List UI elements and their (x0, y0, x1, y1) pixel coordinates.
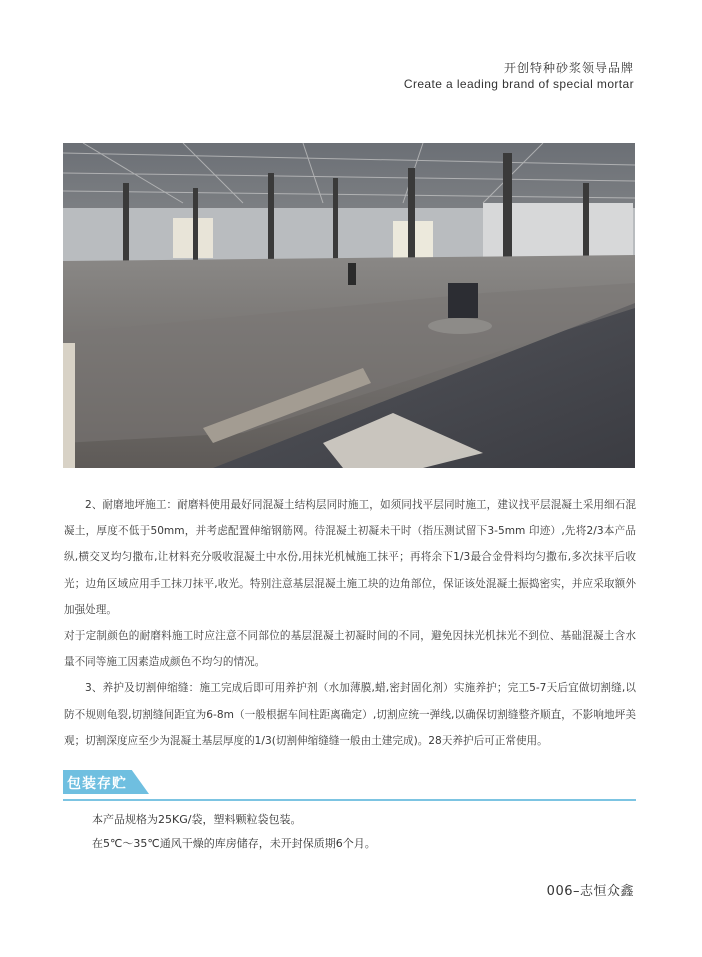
section-divider (63, 799, 636, 801)
packaging-spec: 本产品规格为25KG/袋，塑料颗粒袋包装。 (92, 813, 302, 826)
paragraph-color-note: 对于定制颜色的耐磨料施工时应注意不同部位的基层混凝土初凝时间的不同，避免因抹光机抹光不到位、基础混凝土含水量不同等施工因素造成颜色不均匀的情况。 (64, 630, 636, 669)
construction-instructions (64, 492, 636, 754)
header-slogan-cn: 开创特种砂浆领导品牌 (503, 61, 634, 75)
header-slogan-en: Create a leading brand of special mortar (403, 77, 634, 91)
paragraph-floor-construction: 2、耐磨地坪施工：耐磨料使用最好同混凝土结构层同时施工，如须同找平层同时施工，建议找平层混凝土采用细石混凝土，厚度不低于50mm，并考虑配置伸缩钢筋网。待混凝土初凝未干时（指压测试留下3-5mm 印迹）,先将2/3本产品纵,横交叉均匀撒布,让材料充分吸收混凝土中水份,用抹光机械施工抹平；再将余下1/3最合金骨料均匀撒布,多次抹平后收光；边角区域应用手工抹刀抹平,收光。特别注意基层混凝土施工块的边角部位，保证该处混凝土振捣密实，并应采取额外加强处理。 (64, 499, 636, 616)
packaging-info (92, 808, 376, 856)
page-footer: 006–志恒众鑫 (546, 884, 634, 899)
construction-site-photo (63, 143, 635, 468)
section-header (63, 770, 636, 802)
section-title: 包装存贮 (67, 776, 127, 792)
storage-info: 在5℃～35℃通风干燥的库房储存，未开封保质期6个月。 (92, 837, 376, 850)
paragraph-curing-joints: 3、养护及切割伸缩缝：施工完成后即可用养护剂（水加薄膜,蜡,密封固化剂）实施养护；完工5-7天后宜做切割缝,以防不规则龟裂,切割缝间距宜为6-8m（一般根据车间柱距离确定）,切割应统一弹线,以确保切割缝整齐顺直，不影响地坪美观；切割深度应至少为混凝土基层厚度的1/3(切割伸缩缝缝一般由土建完成)。28天养护后可正常使用。 (64, 682, 636, 747)
